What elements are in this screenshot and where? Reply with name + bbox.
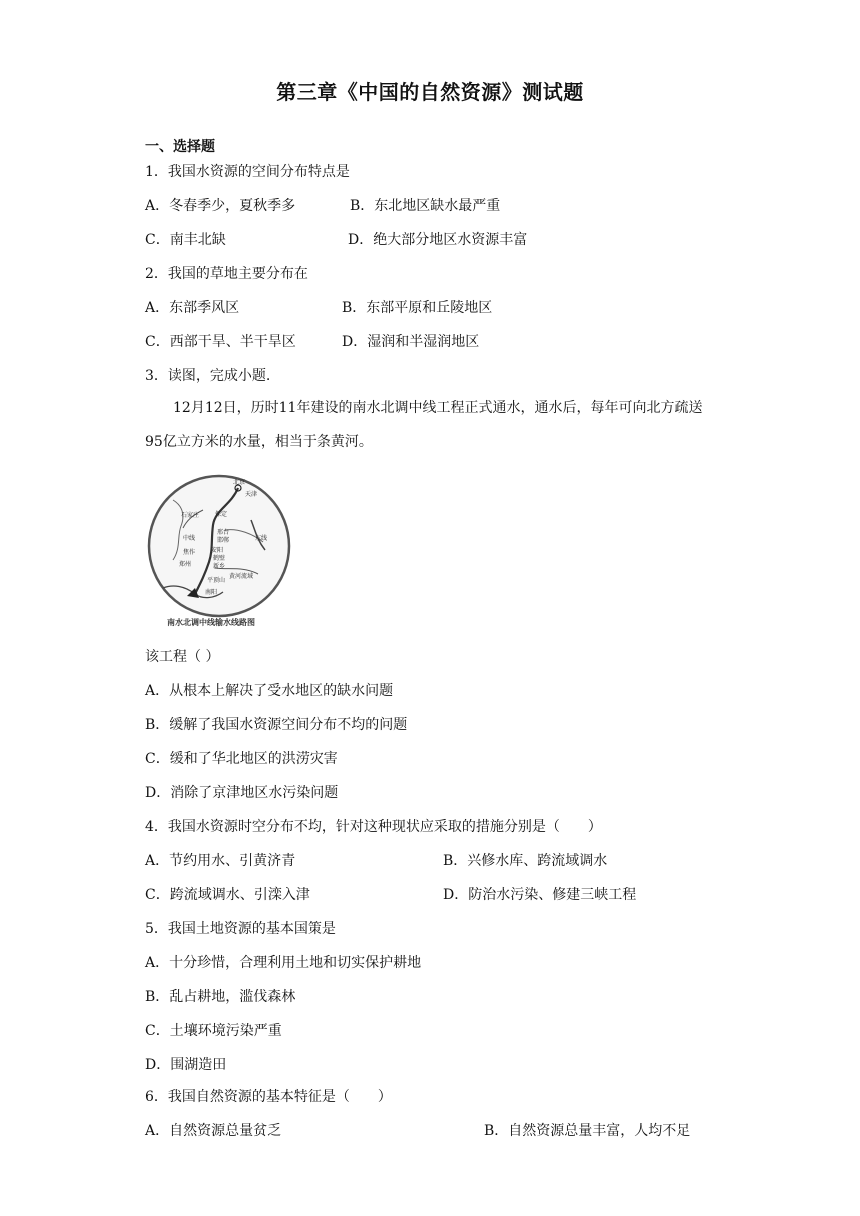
map-label-beijing: 北京 (233, 479, 246, 486)
q1-option-c: C．南丰北缺 (145, 232, 226, 248)
map-label-dongxian: 东线 (255, 535, 268, 542)
map-label-anyang: 安阳 (211, 547, 224, 554)
q4-option-a: A．节约用水、引黄济青 (145, 853, 296, 869)
map-label-zhongxian: 中线 (183, 535, 196, 542)
map-label-huanghe: 黄河流域 (229, 573, 254, 580)
map-label-handan: 邯郸 (217, 537, 230, 544)
q3-stem: 3．读图，完成小题. (145, 368, 271, 384)
q3-option-d: D．消除了京津地区水污染问题 (145, 785, 339, 801)
map-label-pingdingshan: 平顶山 (207, 577, 226, 584)
q2-option-a: A．东部季风区 (145, 300, 240, 316)
q4-option-b: B．兴修水库、跨流域调水 (443, 853, 608, 869)
q4-option-c: C．跨流域调水、引滦入津 (145, 887, 310, 903)
q5-option-d: D．围湖造田 (145, 1057, 227, 1073)
map-label-zhengzhou: 郑州 (179, 561, 192, 568)
map-label-hebi: 鹤壁 (213, 555, 226, 562)
q6-stem: 6．我国自然资源的基本特征是（ ） (145, 1089, 392, 1105)
q3-option-b: B．缓解了我国水资源空间分布不均的问题 (145, 717, 408, 733)
q4-option-d: D．防治水污染、修建三峡工程 (443, 887, 637, 903)
q5-stem: 5．我国土地资源的基本国策是 (145, 921, 336, 937)
q3-sub-stem: 该工程（ ） (145, 649, 220, 665)
map-label-jiaozuo: 焦作 (183, 549, 196, 556)
map-label-tianjin: 天津 (245, 491, 258, 498)
q3-option-a: A．从根本上解决了受水地区的缺水问题 (145, 683, 394, 699)
q5-option-c: C．土壤环境污染严重 (145, 1023, 282, 1039)
q1-option-b: B．东北地区缺水最严重 (350, 198, 501, 214)
map-label-xinxiang: 新乡 (213, 563, 226, 570)
map-label-shijiazhuang: 石家庄 (181, 512, 200, 519)
map-label-nanyang: 南阳 (205, 589, 218, 596)
q6-option-b: B．自然资源总量丰富，人均不足 (484, 1123, 691, 1139)
q3-passage: 12月12日，历时11年建设的南水北调中线工程正式通水，通水后，每年可向北方疏送95亿立方米的水量，相当于条黄河。 (145, 400, 703, 450)
page-title: 第三章《中国的自然资源》测试题 (276, 80, 584, 104)
q2-option-b: B．东部平原和丘陵地区 (342, 300, 493, 316)
q2-option-d: D．湿润和半湿润地区 (342, 334, 480, 350)
map-label-xingtai: 邢台 (217, 529, 230, 536)
q1-option-d: D．绝大部分地区水资源丰富 (348, 232, 528, 248)
q5-option-a: A．十分珍惜，合理利用土地和切实保护耕地 (145, 955, 422, 971)
q1-option-a: A．冬春季少，夏秋季多 (145, 198, 296, 214)
map-label-baoding: 保定 (215, 511, 228, 518)
q6-option-a: A．自然资源总量贫乏 (145, 1123, 282, 1139)
q4-stem: 4．我国水资源时空分布不均，针对这种现状应采取的措施分别是（ ） (145, 819, 602, 835)
q3-option-c: C．缓和了华北地区的洪涝灾害 (145, 751, 338, 767)
map-caption: 南水北调中线输水线路图 (167, 618, 255, 627)
q2-stem: 2．我国的草地主要分布在 (145, 266, 308, 282)
q5-option-b: B．乱占耕地，滥伐森林 (145, 989, 296, 1005)
q1-stem: 1．我国水资源的空间分布特点是 (145, 164, 350, 180)
q2-option-c: C．西部干旱、半干旱区 (145, 334, 296, 350)
section-heading: 一、选择题 (145, 139, 215, 155)
route-map (143, 470, 293, 620)
route-map-figure (143, 470, 293, 632)
